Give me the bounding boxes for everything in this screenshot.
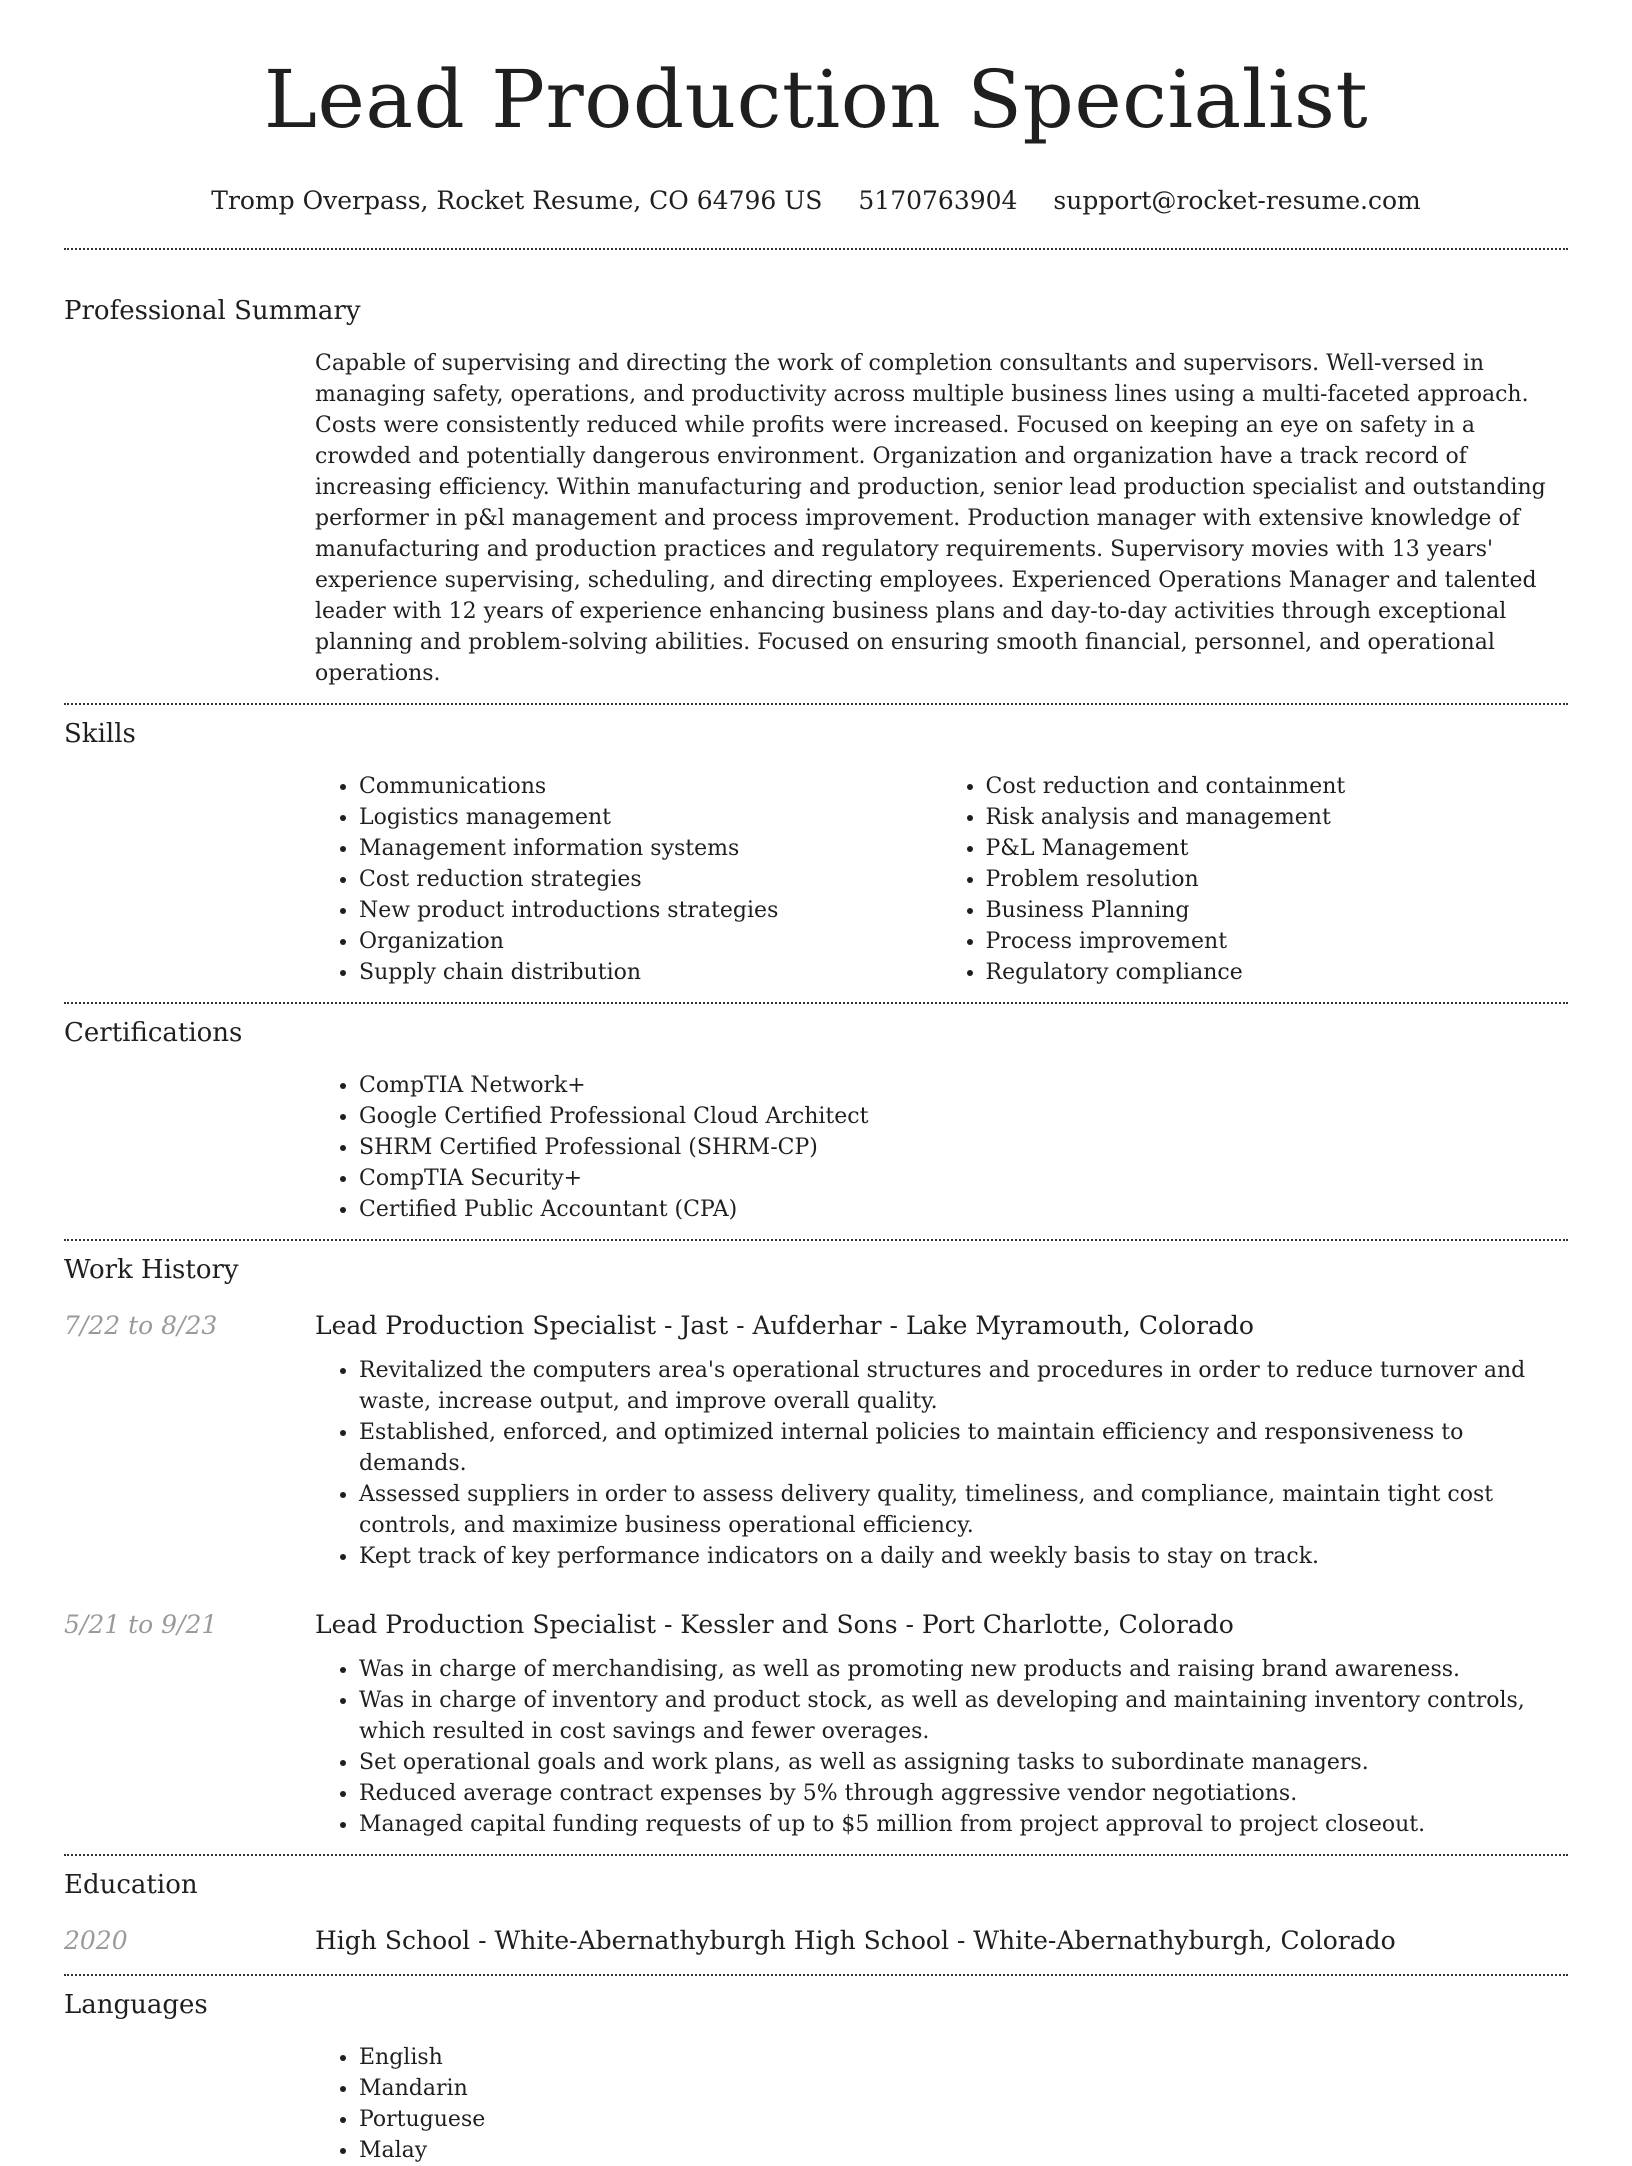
job-bullet: • Reduced average contract expenses by 5% through aggressive vendor negotiations. <box>359 1778 1568 1809</box>
education-date: 2020 <box>64 1926 128 1955</box>
certifications-body <box>315 1070 1568 1225</box>
certification-item: • CompTIA Security+ <box>359 1163 1568 1194</box>
job-bullets <box>315 1355 1568 1572</box>
skills-list-left <box>315 771 942 988</box>
contact-phone: 5170763904 <box>858 186 1018 215</box>
education-heading: High School - White-Abernathyburgh High School - White-Abernathyburgh, Colorado <box>315 1926 1396 1955</box>
certification-item: • Google Certified Professional Cloud Architect <box>359 1101 1568 1132</box>
language-item: • Malay <box>359 2135 1568 2166</box>
summary-text: Capable of supervising and directing the work of completion consultants and supervisors. Well-versed in managing safety, operations, and productivity across multiple business lines using a multi-faceted approach. Costs were consistently reduced while profits were increased. Focused on keeping an eye on safety in a crowded and potentially dangerous environment. Organization and organization have a track record of increasing efficiency. Within manufacturing and production, senior lead production specialist and outstanding performer in p&l management and process improvement. Production manager with extensive knowledge of manufacturing and production practices and regulatory requirements. Supervisory movies with 13 years' experience supervising, scheduling, and directing employees. Experienced Operations Manager and talented leader with 12 years of experience enhancing business plans and day-to-day activities through exceptional planning and problem-solving abilities. Focused on ensuring smooth financial, personnel, and operational operations. <box>315 351 1546 686</box>
job-bullet: • Was in charge of merchandising, as well as promoting new products and raising brand awareness. <box>359 1654 1568 1685</box>
certification-item: • CompTIA Network+ <box>359 1070 1568 1101</box>
certifications-section <box>64 1004 1568 1225</box>
skill-item: • Communications <box>359 771 942 802</box>
education-entry <box>64 1924 1568 1958</box>
skill-item: • Organization <box>359 926 942 957</box>
education-section <box>64 1856 1568 1958</box>
certification-item: • Certified Public Accountant (CPA) <box>359 1194 1568 1225</box>
section-title-work: Work History <box>64 1255 239 1285</box>
section-title-skills: Skills <box>64 719 136 749</box>
skill-item: • Cost reduction strategies <box>359 864 942 895</box>
languages-body <box>315 2042 1568 2166</box>
summary-section <box>64 250 1568 689</box>
contact-email: support@rocket-resume.com <box>1053 186 1421 215</box>
skill-item: • P&L Management <box>986 833 1569 864</box>
languages-list <box>315 2042 1568 2166</box>
languages-section <box>64 1976 1568 2166</box>
section-title-education: Education <box>64 1870 198 1900</box>
language-item: • English <box>359 2042 1568 2073</box>
job-bullet-list <box>315 1654 1568 1840</box>
language-item: • Mandarin <box>359 2073 1568 2104</box>
job-bullet: • Was in charge of inventory and product stock, as well as developing and maintaining inventory controls, which resulted in cost savings and fewer overages. <box>359 1685 1568 1747</box>
skill-item: • Business Planning <box>986 895 1569 926</box>
skill-item: • Management information systems <box>359 833 942 864</box>
job-bullets <box>315 1654 1568 1840</box>
skills-list-right <box>942 771 1569 988</box>
work-section <box>64 1241 1568 1840</box>
skill-item: • Problem resolution <box>986 864 1569 895</box>
job-heading: Lead Production Specialist - Jast - Aufderhar - Lake Myramouth, Colorado <box>315 1311 1254 1340</box>
skill-item: • Process improvement <box>986 926 1569 957</box>
skills-body <box>315 771 1568 988</box>
job-bullet: • Set operational goals and work plans, as well as assigning tasks to subordinate managers. <box>359 1747 1568 1778</box>
section-title-certifications: Certifications <box>64 1018 243 1048</box>
job-bullet: • Assessed suppliers in order to assess delivery quality, timeliness, and compliance, maintain tight cost controls, and maximize business operational efficiency. <box>359 1479 1568 1541</box>
resume-page <box>64 0 1568 2166</box>
resume-title: Lead Production Specialist <box>263 53 1369 146</box>
summary-body <box>315 348 1568 689</box>
job-bullet-list <box>315 1355 1568 1572</box>
contact-address: Tromp Overpass, Rocket Resume, CO 64796 US <box>211 186 823 215</box>
contact-line <box>64 184 1568 218</box>
job-entry <box>64 1608 1568 1840</box>
skills-columns <box>315 771 1568 988</box>
job-bullet: • Kept track of key performance indicators on a daily and weekly basis to stay on track. <box>359 1541 1568 1572</box>
job-entry <box>64 1309 1568 1572</box>
job-bullet: • Revitalized the computers area's operational structures and procedures in order to reduce turnover and waste, increase output, and improve overall quality. <box>359 1355 1568 1417</box>
job-date: 7/22 to 8/23 <box>64 1311 218 1340</box>
skill-item: • Logistics management <box>359 802 942 833</box>
skills-section <box>64 705 1568 988</box>
skill-item: • Risk analysis and management <box>986 802 1569 833</box>
language-item: • Portuguese <box>359 2104 1568 2135</box>
job-heading: Lead Production Specialist - Kessler and Sons - Port Charlotte, Colorado <box>315 1610 1234 1639</box>
skill-item: • New product introductions strategies <box>359 895 942 926</box>
certification-item: • SHRM Certified Professional (SHRM-CP) <box>359 1132 1568 1163</box>
certifications-list <box>315 1070 1568 1225</box>
job-bullet: • Established, enforced, and optimized internal policies to maintain efficiency and responsiveness to demands. <box>359 1417 1568 1479</box>
skill-item: • Cost reduction and containment <box>986 771 1569 802</box>
skill-item: • Supply chain distribution <box>359 957 942 988</box>
section-title-languages: Languages <box>64 1990 208 2020</box>
skill-item: • Regulatory compliance <box>986 957 1569 988</box>
job-date: 5/21 to 9/21 <box>64 1610 218 1639</box>
section-title-summary: Professional Summary <box>64 296 361 326</box>
job-bullet: • Managed capital funding requests of up to $5 million from project approval to project closeout. <box>359 1809 1568 1840</box>
